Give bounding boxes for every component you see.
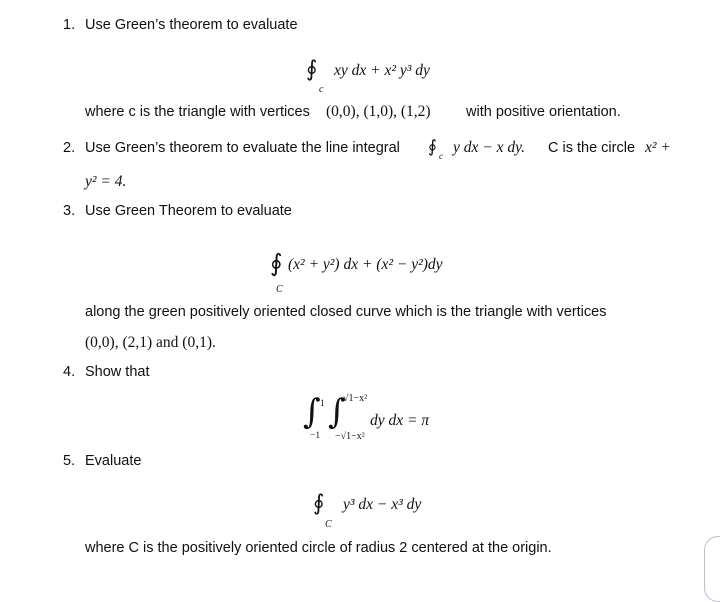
problem-4-number: 4. (63, 364, 76, 380)
problem-2-prompt: Use Green’s theorem to evaluate the line integral (85, 140, 400, 156)
problem-1-vertices: (0,0), (1,0), (1,2) (326, 103, 431, 120)
problem-2-number: 2. (63, 140, 76, 156)
outer-integral-icon: ∫ (303, 392, 321, 432)
inner-lower-limit: −√1−x² (335, 431, 365, 442)
problem-5-where-text: where C is the positively oriented circle of radius 2 centered at the origin. (85, 540, 552, 556)
page-corner-fold (704, 536, 720, 602)
problem-1-where-text: where c is the triangle with vertices (85, 104, 310, 120)
problem-4-result: dy dx = π (370, 412, 430, 429)
inner-upper-limit: √1−x² (343, 393, 368, 404)
outer-upper-limit: 1 (320, 399, 325, 409)
problem-1-contour-subscript: c (319, 84, 324, 95)
problem-1-orientation: with positive orientation. (466, 104, 621, 120)
outer-lower-limit: −1 (310, 431, 321, 441)
problem-3-vertices: (0,0), (2,1) and (0,1). (85, 334, 216, 351)
problem-2-contour-subscript: c (439, 151, 443, 161)
contour-integral-icon: ∮ (306, 57, 318, 82)
problem-3-integrand: (x² + y²) dx + (x² − y²)dy (288, 256, 443, 273)
problem-2-curve-text: C is the circle (548, 140, 636, 156)
problem-5-number: 5. (63, 453, 76, 469)
contour-integral-icon: ∮ (313, 491, 325, 516)
contour-integral-icon: ∮ (270, 249, 283, 277)
problem-3-contour-subscript: C (276, 284, 283, 295)
problem-4-prompt: Show that (85, 364, 150, 380)
problem-1-prompt: Use Green’s theorem to evaluate (85, 17, 298, 33)
problem-1-integrand: xy dx + x² y³ dy (334, 62, 430, 79)
problem-5-integrand: y³ dx − x³ dy (343, 496, 422, 513)
problem-2-integrand: y dx − x dy. (453, 139, 525, 156)
problem-3-along-text: along the green positively oriented closed curve which is the triangle with vertices (85, 304, 607, 320)
problem-1-number: 1. (63, 17, 76, 33)
problem-5-contour-subscript: C (325, 519, 332, 530)
contour-integral-icon: ∮ (428, 137, 437, 157)
problem-2-circle-equation-part2: y² = 4. (85, 173, 127, 190)
problem-5-prompt: Evaluate (85, 453, 142, 469)
problem-3-number: 3. (63, 203, 76, 219)
inner-integral-icon: ∫ (328, 392, 346, 432)
problem-2-circle-equation-part1: x² + (645, 139, 671, 156)
problem-3-prompt: Use Green Theorem to evaluate (85, 203, 292, 219)
